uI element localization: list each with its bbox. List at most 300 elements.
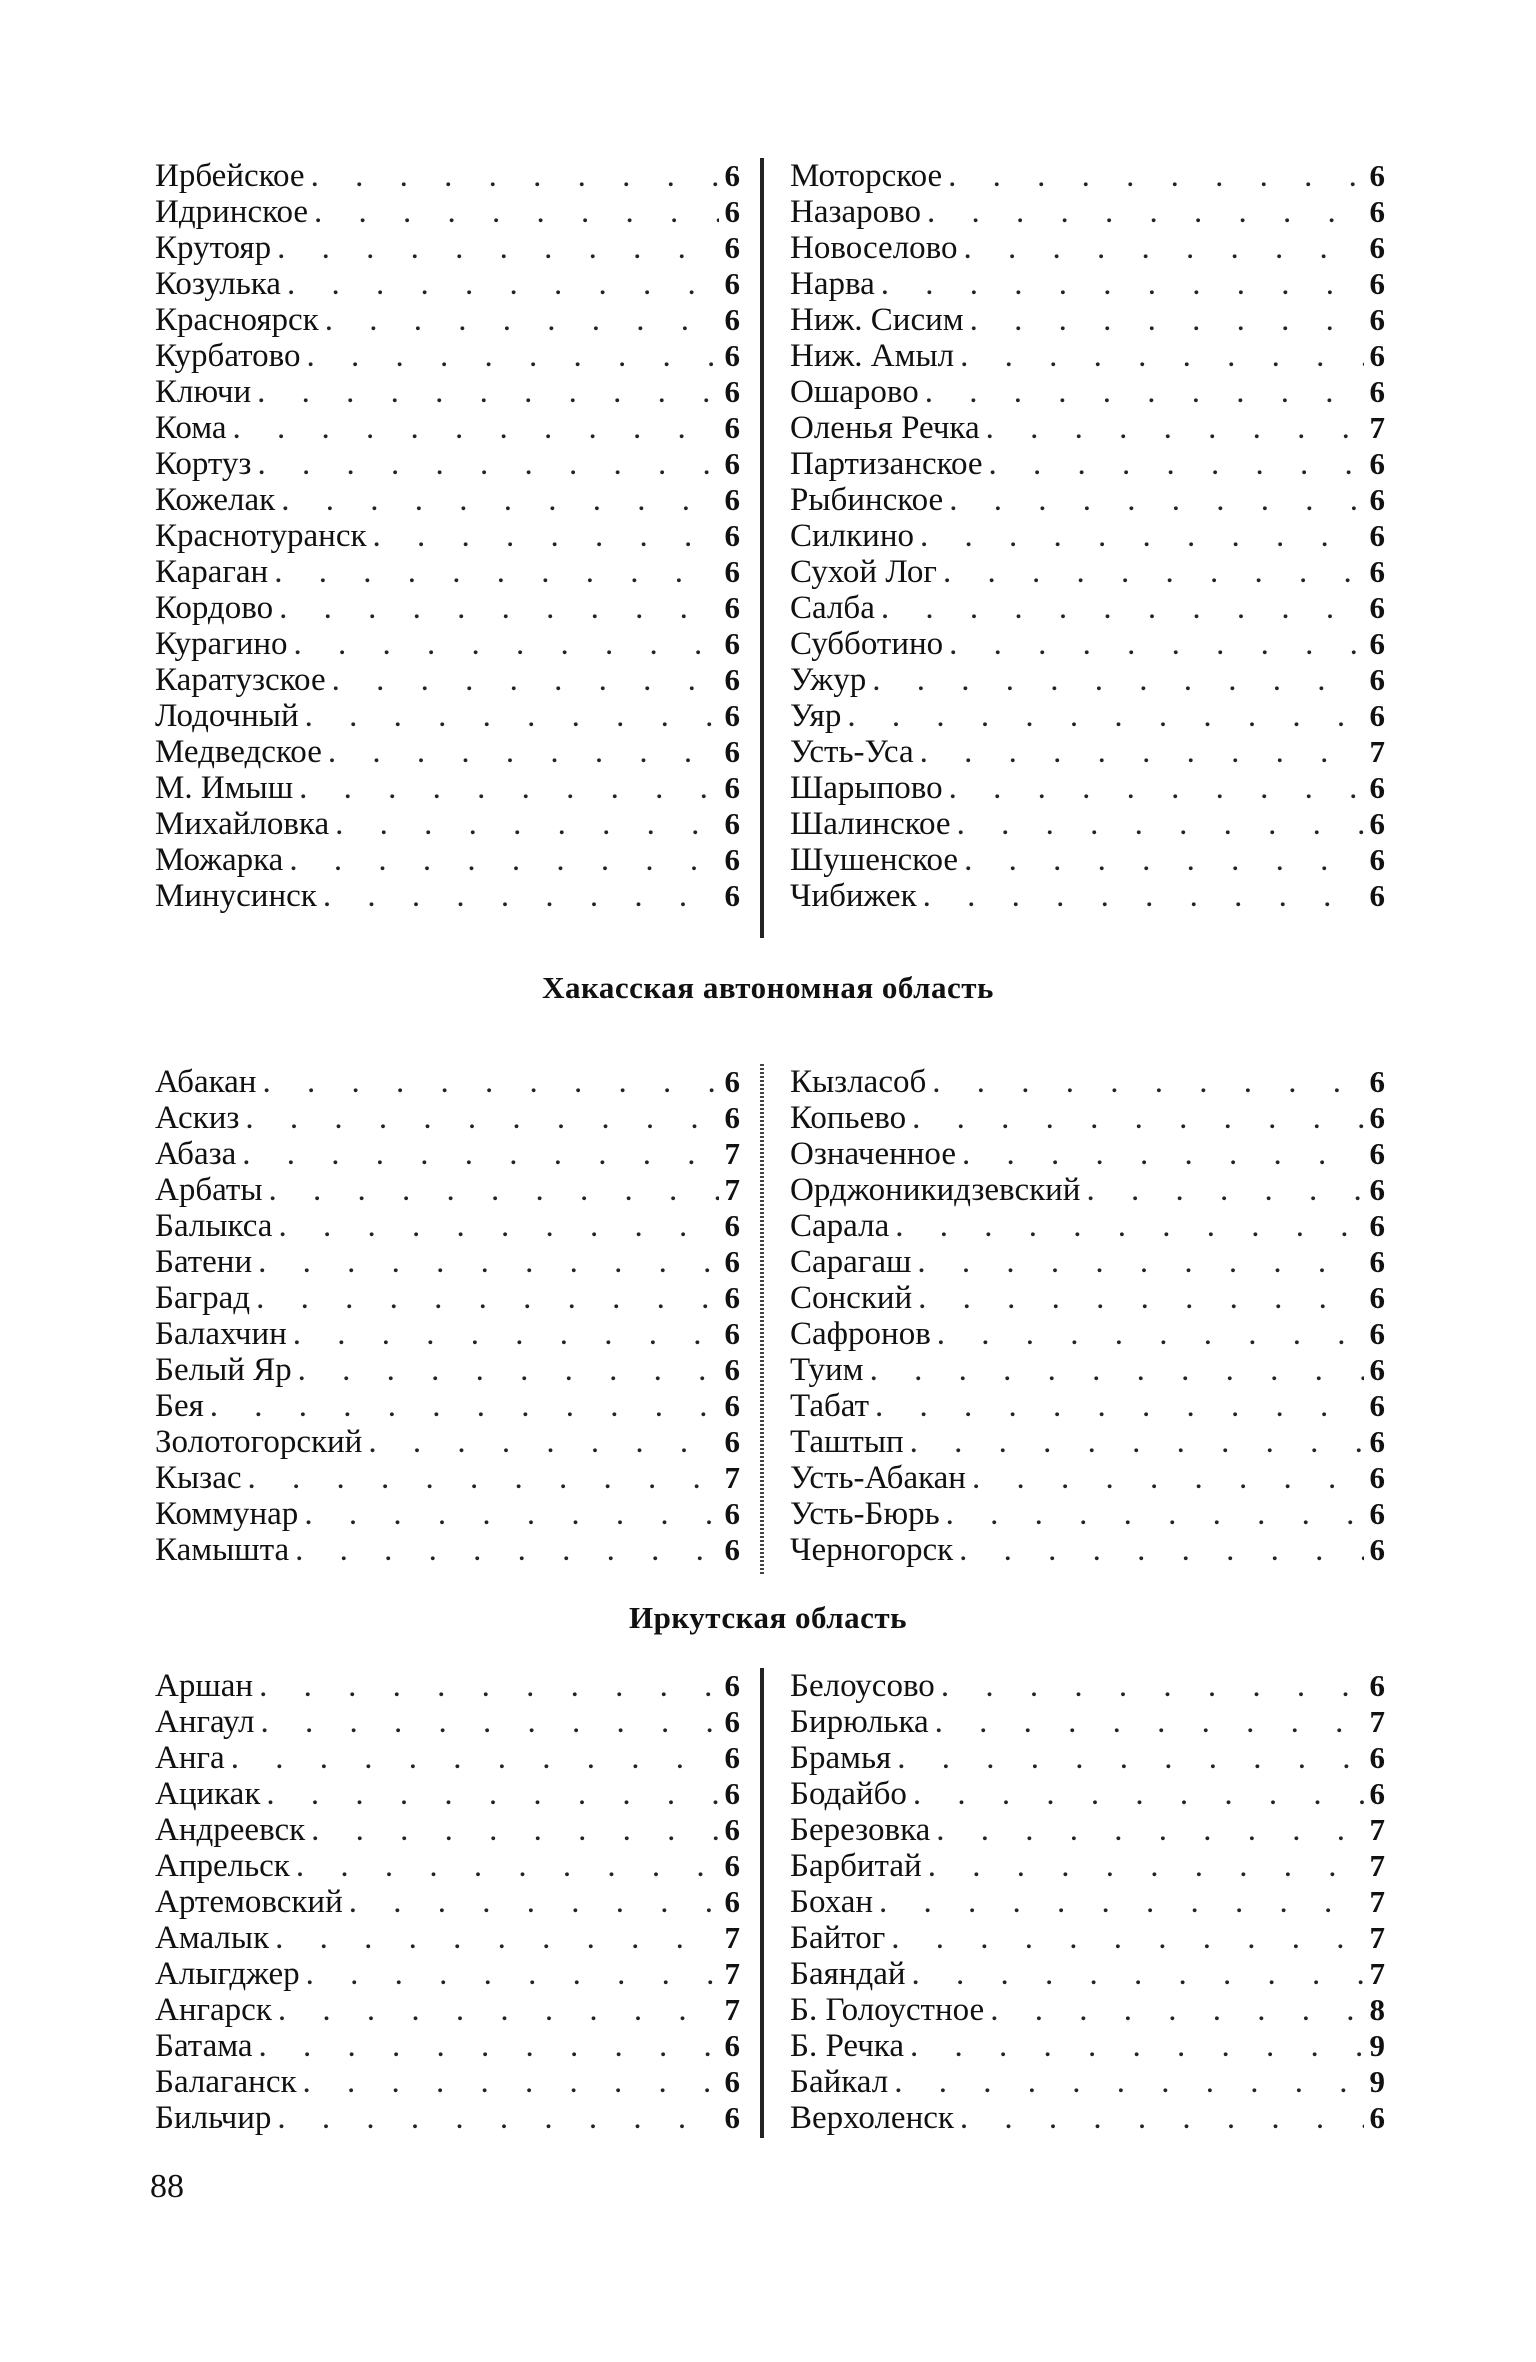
intensity-value: 6 xyxy=(724,1280,740,1315)
place-name: Сарагаш xyxy=(790,1244,912,1280)
list-item xyxy=(790,1776,1385,1812)
dot-leader xyxy=(935,1704,1364,1740)
list-item xyxy=(155,1352,740,1388)
list-item xyxy=(155,662,740,698)
place-name: Кортуз xyxy=(155,446,252,482)
intensity-value: 7 xyxy=(724,1920,740,1955)
dot-leader xyxy=(323,878,719,914)
dot-leader xyxy=(349,1884,719,1920)
place-name: Курбатово xyxy=(155,338,301,374)
dot-leader xyxy=(962,1136,1364,1172)
intensity-value: 6 xyxy=(1369,1244,1385,1279)
dot-leader xyxy=(895,1208,1363,1244)
list-item xyxy=(790,1992,1385,2028)
place-name: Баград xyxy=(155,1280,251,1316)
place-name: Ирбейское xyxy=(155,158,305,194)
khakass-right-column xyxy=(790,1064,1385,1568)
intensity-value: 6 xyxy=(724,1424,740,1459)
dot-leader xyxy=(261,1704,719,1740)
list-item xyxy=(155,230,740,266)
dot-leader xyxy=(259,1668,718,1704)
list-item xyxy=(155,1992,740,2028)
place-name: Кордово xyxy=(155,590,274,626)
place-name: Байкал xyxy=(790,2064,889,2100)
place-name: Сафронов xyxy=(790,1316,931,1352)
intensity-value: 6 xyxy=(724,1100,740,1135)
place-name: Аскиз xyxy=(155,1100,240,1136)
list-item xyxy=(790,1884,1385,1920)
intensity-value: 6 xyxy=(724,1496,740,1531)
list-item xyxy=(790,230,1385,266)
dot-leader xyxy=(923,878,1364,914)
place-name: Апрельск xyxy=(155,1848,290,1884)
intensity-value: 6 xyxy=(1369,806,1385,841)
list-item xyxy=(155,770,740,806)
list-item xyxy=(155,698,740,734)
intensity-value: 6 xyxy=(1369,1352,1385,1387)
place-name: Белый Яр xyxy=(155,1352,292,1388)
place-name: Бодайбо xyxy=(790,1776,907,1812)
dot-leader xyxy=(925,374,1364,410)
list-item xyxy=(790,662,1385,698)
intensity-value: 6 xyxy=(724,158,740,193)
place-name: Арбаты xyxy=(155,1172,263,1208)
intensity-value: 6 xyxy=(724,590,740,625)
dot-leader xyxy=(949,626,1363,662)
dot-leader xyxy=(277,230,718,266)
place-name: Артемовский xyxy=(155,1884,343,1920)
place-name: Можарка xyxy=(155,842,284,878)
intensity-value: 7 xyxy=(724,1136,740,1171)
list-item xyxy=(790,374,1385,410)
place-name: Абаза xyxy=(155,1136,237,1172)
list-item xyxy=(155,734,740,770)
list-item xyxy=(790,2100,1385,2136)
dot-leader xyxy=(257,446,718,482)
dot-leader xyxy=(314,194,719,230)
list-item xyxy=(155,1064,740,1100)
place-name: Лодочный xyxy=(155,698,299,734)
place-name: Нарва xyxy=(790,266,875,302)
place-name: Бохан xyxy=(790,1884,873,1920)
place-name: Красноярск xyxy=(155,302,319,338)
place-name: Курагино xyxy=(155,626,288,662)
dot-leader xyxy=(289,842,718,878)
place-name: Субботино xyxy=(790,626,944,662)
intensity-value: 6 xyxy=(1369,1424,1385,1459)
intensity-value: 7 xyxy=(1369,1884,1385,1919)
intensity-value: 6 xyxy=(1369,482,1385,517)
list-item xyxy=(155,1172,740,1208)
intensity-value: 6 xyxy=(724,626,740,661)
intensity-value: 6 xyxy=(724,1884,740,1919)
intensity-value: 6 xyxy=(724,410,740,445)
place-name: Белоусово xyxy=(790,1668,935,1704)
place-name: Батама xyxy=(155,2028,253,2064)
place-name: Б. Голоустное xyxy=(790,1992,985,2028)
intensity-value: 9 xyxy=(1369,2064,1385,2099)
place-name: Березовка xyxy=(790,1812,931,1848)
place-name: Байтог xyxy=(790,1920,886,1956)
intensity-value: 7 xyxy=(724,1172,740,1207)
intensity-value: 6 xyxy=(724,806,740,841)
dot-leader xyxy=(245,1100,718,1136)
place-name: Означенное xyxy=(790,1136,956,1172)
list-item xyxy=(790,1496,1385,1532)
dot-leader xyxy=(293,1316,719,1352)
list-item xyxy=(155,1208,740,1244)
intensity-value: 6 xyxy=(724,1388,740,1423)
place-name: Моторское xyxy=(790,158,943,194)
list-item xyxy=(790,554,1385,590)
place-name: Назарово xyxy=(790,194,922,230)
dot-leader xyxy=(328,734,719,770)
dot-leader xyxy=(305,698,719,734)
intensity-value: 6 xyxy=(724,1704,740,1739)
place-name: Андреевск xyxy=(155,1812,306,1848)
list-item xyxy=(790,1668,1385,1704)
intensity-value: 6 xyxy=(1369,374,1385,409)
intensity-value: 6 xyxy=(1369,770,1385,805)
list-item xyxy=(155,1136,740,1172)
list-item xyxy=(790,1280,1385,1316)
place-name: Барбитай xyxy=(790,1848,922,1884)
intensity-value: 7 xyxy=(724,1992,740,2027)
intensity-value: 6 xyxy=(1369,626,1385,661)
dot-leader xyxy=(989,446,1364,482)
dot-leader xyxy=(298,1352,719,1388)
intensity-value: 6 xyxy=(1369,194,1385,229)
place-name: Уяр xyxy=(790,698,842,734)
list-item xyxy=(155,1812,740,1848)
list-item xyxy=(155,2064,740,2100)
column-divider xyxy=(760,158,764,938)
place-name: Ужур xyxy=(790,662,867,698)
place-name: Ключи xyxy=(155,374,252,410)
dot-leader xyxy=(303,2064,719,2100)
intensity-value: 7 xyxy=(1369,1956,1385,1991)
list-item xyxy=(790,1848,1385,1884)
place-name: Ошарово xyxy=(790,374,919,410)
list-item xyxy=(790,302,1385,338)
list-item xyxy=(790,410,1385,446)
list-item xyxy=(790,1388,1385,1424)
list-item xyxy=(790,1956,1385,1992)
place-name: Кызласоб xyxy=(790,1064,927,1100)
dot-leader xyxy=(287,266,719,302)
irkutsk-section xyxy=(0,1668,1536,2143)
place-name: Краснотуранск xyxy=(155,518,367,554)
page-number: 88 xyxy=(150,2168,184,2205)
intensity-value: 6 xyxy=(1369,1388,1385,1423)
list-item xyxy=(790,1532,1385,1568)
place-name: Каратузское xyxy=(155,662,326,698)
dot-leader xyxy=(917,1244,1363,1280)
place-name: Ацикак xyxy=(155,1776,261,1812)
intensity-value: 6 xyxy=(1369,1172,1385,1207)
place-name: Ниж. Сисим xyxy=(790,302,964,338)
intensity-value: 7 xyxy=(1369,1812,1385,1847)
dot-leader xyxy=(335,806,718,842)
dot-leader xyxy=(258,1244,718,1280)
list-item xyxy=(155,302,740,338)
list-item xyxy=(790,266,1385,302)
list-item xyxy=(155,1424,740,1460)
list-item xyxy=(790,1316,1385,1352)
dot-leader xyxy=(946,1496,1364,1532)
list-item xyxy=(155,2028,740,2064)
irkutsk-section-title: Иркутская область xyxy=(628,1600,908,1635)
intensity-value: 6 xyxy=(1369,590,1385,625)
dot-leader xyxy=(970,302,1364,338)
place-name: Усть-Бюрь xyxy=(790,1496,940,1532)
khakass-section-title: Хакасская автономная область xyxy=(542,970,994,1005)
list-item xyxy=(790,1100,1385,1136)
dot-leader xyxy=(943,554,1364,590)
intensity-value: 6 xyxy=(1369,1460,1385,1495)
dot-leader xyxy=(242,1136,718,1172)
dot-leader xyxy=(964,230,1364,266)
list-item xyxy=(790,1424,1385,1460)
place-name: Шушенское xyxy=(790,842,959,878)
list-item xyxy=(790,2064,1385,2100)
place-name: Силкино xyxy=(790,518,914,554)
list-item xyxy=(155,1956,740,1992)
intensity-value: 6 xyxy=(1369,1740,1385,1775)
dot-leader xyxy=(248,1460,719,1496)
intensity-value: 6 xyxy=(724,1064,740,1099)
list-item xyxy=(790,1172,1385,1208)
place-name: Кызас xyxy=(155,1460,242,1496)
dot-leader xyxy=(912,1100,1363,1136)
list-item xyxy=(155,1244,740,1280)
dot-leader xyxy=(210,1388,719,1424)
dot-leader xyxy=(949,770,1364,806)
dot-leader xyxy=(269,1172,719,1208)
dot-leader xyxy=(894,2064,1363,2100)
intensity-value: 7 xyxy=(724,1956,740,1991)
dot-leader xyxy=(881,590,1364,626)
list-item xyxy=(155,1460,740,1496)
place-name: Шалинское xyxy=(790,806,951,842)
dot-leader xyxy=(875,1388,1364,1424)
place-name: Шарыпово xyxy=(790,770,943,806)
dot-leader xyxy=(311,1812,718,1848)
dot-leader xyxy=(872,662,1363,698)
intensity-value: 6 xyxy=(724,734,740,769)
intensity-value: 6 xyxy=(1369,554,1385,589)
intensity-value: 6 xyxy=(724,1532,740,1567)
place-name: Усть-Абакан xyxy=(790,1460,966,1496)
intensity-value: 6 xyxy=(1369,302,1385,337)
intensity-value: 6 xyxy=(1369,518,1385,553)
list-item xyxy=(155,554,740,590)
intensity-value: 6 xyxy=(724,1244,740,1279)
list-item xyxy=(155,1496,740,1532)
place-name: Сухой Лог xyxy=(790,554,937,590)
dot-leader xyxy=(295,1532,718,1568)
intensity-value: 6 xyxy=(1369,1100,1385,1135)
dot-leader xyxy=(278,1208,718,1244)
list-item xyxy=(155,158,740,194)
dot-leader xyxy=(891,1920,1363,1956)
intensity-value: 6 xyxy=(724,1812,740,1847)
intensity-value: 6 xyxy=(1369,1668,1385,1703)
place-name: Балаганск xyxy=(155,2064,297,2100)
intensity-value: 7 xyxy=(1369,1920,1385,1955)
place-name: Сарала xyxy=(790,1208,890,1244)
dot-leader xyxy=(277,2100,718,2136)
dot-leader xyxy=(233,410,719,446)
intensity-value: 6 xyxy=(724,1668,740,1703)
dot-leader xyxy=(325,302,719,338)
place-name: Медведское xyxy=(155,734,322,770)
intensity-value: 6 xyxy=(1369,1280,1385,1315)
place-name: Коммунар xyxy=(155,1496,299,1532)
khakass-left-column xyxy=(155,1064,740,1568)
dot-leader xyxy=(294,626,719,662)
list-item xyxy=(155,374,740,410)
intensity-value: 6 xyxy=(724,770,740,805)
list-item xyxy=(155,590,740,626)
place-name: Усть-Уса xyxy=(790,734,914,770)
list-item xyxy=(790,1244,1385,1280)
intensity-value: 6 xyxy=(1369,1316,1385,1351)
list-item xyxy=(155,1848,740,1884)
intensity-value: 7 xyxy=(1369,1848,1385,1883)
column-divider xyxy=(760,1064,764,1574)
intensity-value: 7 xyxy=(1369,410,1385,445)
place-name: Туим xyxy=(790,1352,864,1388)
place-name: Балахчин xyxy=(155,1316,287,1352)
intensity-value: 6 xyxy=(724,518,740,553)
place-name: Ниж. Амыл xyxy=(790,338,955,374)
dot-leader xyxy=(275,1920,718,1956)
intensity-value: 7 xyxy=(724,1460,740,1495)
intensity-value: 6 xyxy=(724,1352,740,1387)
khakass-section xyxy=(0,1064,1536,1574)
list-item xyxy=(155,1920,740,1956)
place-name: Бирюлька xyxy=(790,1704,929,1740)
list-item xyxy=(155,806,740,842)
list-item xyxy=(155,1668,740,1704)
list-item xyxy=(790,338,1385,374)
list-item xyxy=(790,194,1385,230)
place-name: Орджоникидзевский xyxy=(790,1172,1081,1208)
intensity-value: 6 xyxy=(1369,842,1385,877)
place-name: Кожелак xyxy=(155,482,276,518)
dot-leader xyxy=(279,590,718,626)
dot-leader xyxy=(332,662,719,698)
intensity-value: 6 xyxy=(724,1740,740,1775)
irkutsk-left-column xyxy=(155,1668,740,2136)
dot-leader xyxy=(266,1776,718,1812)
list-item xyxy=(155,626,740,662)
irkutsk-right-column xyxy=(790,1668,1385,2136)
intensity-value: 6 xyxy=(1369,878,1385,913)
dot-leader xyxy=(936,1812,1363,1848)
list-item xyxy=(790,1704,1385,1740)
dot-leader xyxy=(910,1424,1364,1460)
intensity-value: 6 xyxy=(1369,1776,1385,1811)
intensity-value: 6 xyxy=(1369,230,1385,265)
dot-leader xyxy=(912,1956,1364,1992)
place-name: Баяндай xyxy=(790,1956,906,1992)
list-item xyxy=(790,842,1385,878)
dot-leader xyxy=(964,842,1363,878)
dot-leader xyxy=(278,1992,719,2028)
dot-leader xyxy=(960,2100,1364,2136)
place-name: Балыкса xyxy=(155,1208,273,1244)
place-name: Сонский xyxy=(790,1280,913,1316)
intensity-value: 6 xyxy=(724,1776,740,1811)
dot-leader xyxy=(897,1740,1363,1776)
place-name: Минусинск xyxy=(155,878,317,914)
list-item xyxy=(790,770,1385,806)
dot-leader xyxy=(960,338,1363,374)
intensity-value: 6 xyxy=(1369,1064,1385,1099)
list-item xyxy=(790,482,1385,518)
place-name: Бея xyxy=(155,1388,204,1424)
intensity-value: 6 xyxy=(724,842,740,877)
dot-leader xyxy=(879,1884,1364,1920)
list-item xyxy=(155,1740,740,1776)
dot-leader xyxy=(927,194,1363,230)
list-item xyxy=(790,1352,1385,1388)
list-item xyxy=(790,806,1385,842)
dot-leader xyxy=(910,2028,1364,2064)
place-name: Рыбинское xyxy=(790,482,944,518)
list-item xyxy=(790,1064,1385,1100)
dot-leader xyxy=(913,1776,1364,1812)
dot-leader xyxy=(373,518,719,554)
intensity-value: 6 xyxy=(1369,338,1385,373)
place-name: Камышта xyxy=(155,1532,290,1568)
dot-leader xyxy=(299,770,718,806)
intensity-value: 6 xyxy=(1369,1208,1385,1243)
list-item xyxy=(790,1920,1385,1956)
intensity-value: 7 xyxy=(1369,1704,1385,1739)
intensity-value: 6 xyxy=(724,698,740,733)
intensity-value: 6 xyxy=(724,302,740,337)
list-item xyxy=(155,1532,740,1568)
place-name: Михайловка xyxy=(155,806,330,842)
intensity-value: 7 xyxy=(1369,734,1385,769)
place-name: Батени xyxy=(155,1244,253,1280)
list-item xyxy=(155,1704,740,1740)
place-name: Амалык xyxy=(155,1920,270,1956)
dot-leader xyxy=(306,338,718,374)
dot-leader xyxy=(937,1316,1364,1352)
place-name: Оленья Речка xyxy=(790,410,980,446)
intensity-value: 6 xyxy=(724,338,740,373)
place-name: Козулька xyxy=(155,266,281,302)
dot-leader xyxy=(881,266,1364,302)
dot-leader xyxy=(304,1496,718,1532)
place-name: Алыгджер xyxy=(155,1956,300,1992)
dot-leader xyxy=(311,158,719,194)
list-item xyxy=(155,842,740,878)
place-name: Идринское xyxy=(155,194,308,230)
place-name: Абакан xyxy=(155,1064,257,1100)
place-name: Чибижек xyxy=(790,878,917,914)
intensity-value: 6 xyxy=(724,374,740,409)
list-item xyxy=(155,446,740,482)
list-item xyxy=(155,338,740,374)
intensity-value: 6 xyxy=(724,230,740,265)
place-name: Аршан xyxy=(155,1668,254,1704)
list-item xyxy=(155,410,740,446)
